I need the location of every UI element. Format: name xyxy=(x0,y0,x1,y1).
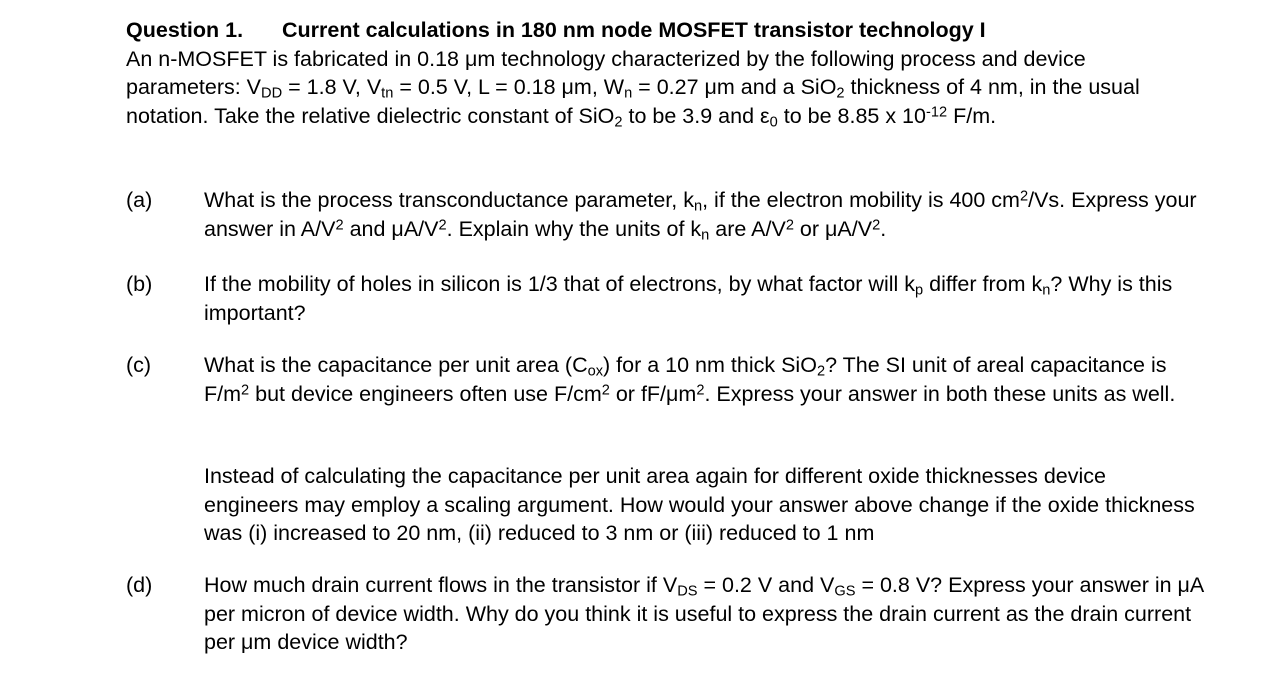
superscript: 2 xyxy=(872,216,881,233)
question-heading xyxy=(126,16,1266,45)
superscript: 2 xyxy=(785,216,794,233)
part-label: (b) xyxy=(126,272,153,296)
part-label: (c) xyxy=(126,353,152,377)
subscript: ox xyxy=(587,363,604,380)
subscript: 2 xyxy=(614,114,623,131)
part-text xyxy=(204,571,1204,657)
subscript: n xyxy=(624,85,633,102)
part-c-followup: Instead of calculating the capacitance per unit area again for different oxide thicknesses device engineers may employ a scaling argument. How would your answer above change if the oxide thickness was (i) increased to 20 nm, (ii) reduced to 3 nm or (iii) reduced to 1 nm xyxy=(204,464,1195,545)
superscript: -12 xyxy=(925,103,948,120)
superscript: 2 xyxy=(601,381,610,398)
text: ? The SI unit of areal capacitance is F/m xyxy=(204,353,1167,406)
subscript: DD xyxy=(261,85,283,102)
part-label: (d) xyxy=(126,573,153,597)
subscript: n xyxy=(693,198,703,215)
superscript: 2 xyxy=(335,216,344,233)
subscript: tn xyxy=(381,85,394,102)
part-text xyxy=(204,270,1204,327)
question-block xyxy=(126,16,1266,130)
text: or fF/μm xyxy=(609,381,697,406)
subscript: p xyxy=(915,282,924,299)
text: What is the capacitance per unit area (C xyxy=(204,353,588,377)
text: = 0.2 V and V xyxy=(697,573,835,597)
subscript: 0 xyxy=(769,114,778,131)
text: /Vs. Express your answer in A/V xyxy=(204,188,1197,241)
part-text xyxy=(204,186,1204,243)
text: and μA/V xyxy=(343,216,439,241)
text: or μA/V xyxy=(793,216,873,241)
text: . xyxy=(880,216,887,241)
intro-text: = 1.8 V, V xyxy=(282,75,382,99)
superscript: 2 xyxy=(438,216,447,233)
intro-text: thickness of 4 nm, in the usual notation. Take the relative dielectric constant of SiO xyxy=(126,75,1140,128)
text: ? Why is this important? xyxy=(204,272,1173,325)
text: . Explain why the units of k xyxy=(446,216,702,241)
subscript: n xyxy=(1042,282,1051,299)
text: If the mobility of holes in silicon is 1/3 that of electrons, by what factor will k xyxy=(204,272,916,296)
text: = 0.8 V? Express your answer in μA per micron of device width. Why do you think it is useful to express the drain current as the drain current per μm device width? xyxy=(204,573,1204,654)
superscript: 2 xyxy=(241,381,250,398)
intro-text: to be 3.9 and ε xyxy=(622,103,770,128)
text: but device engineers often use F/cm xyxy=(249,381,602,406)
text: , if the electron mobility is 400 cm xyxy=(702,188,1020,212)
intro-text: = 0.5 V, L = 0.18 μm, W xyxy=(393,75,625,99)
question-number: Question 1. xyxy=(126,18,244,42)
intro-text: F/m. xyxy=(947,103,997,128)
part-label: (a) xyxy=(126,188,153,212)
intro-text: = 0.27 μm and a SiO xyxy=(632,75,837,99)
subscript: 2 xyxy=(836,85,845,102)
intro-paragraph xyxy=(126,45,1186,131)
subscript: n xyxy=(701,227,710,244)
text: What is the process transconductance parameter, k xyxy=(204,188,694,212)
intro-text: to be 8.85 x 10 xyxy=(777,103,926,128)
question-title: Current calculations in 180 nm node MOSFET transistor technology I xyxy=(282,18,986,42)
superscript: 2 xyxy=(1019,188,1029,205)
text: ) for a 10 nm thick SiO xyxy=(603,353,817,377)
text: . Express your answer in both these units as well. xyxy=(704,381,1176,406)
text: are A/V xyxy=(709,216,786,241)
subscript: 2 xyxy=(816,363,826,380)
subscript: GS xyxy=(834,583,856,600)
intro-text: An n-MOSFET is fabricated in 0.18 μm technology characterized by the following process and device parameters: V xyxy=(126,46,1086,99)
part-text xyxy=(204,351,1204,408)
text: How much drain current flows in the transistor if V xyxy=(204,573,678,597)
superscript: 2 xyxy=(696,381,705,398)
text: differ from k xyxy=(923,272,1043,296)
subscript: DS xyxy=(677,583,698,600)
